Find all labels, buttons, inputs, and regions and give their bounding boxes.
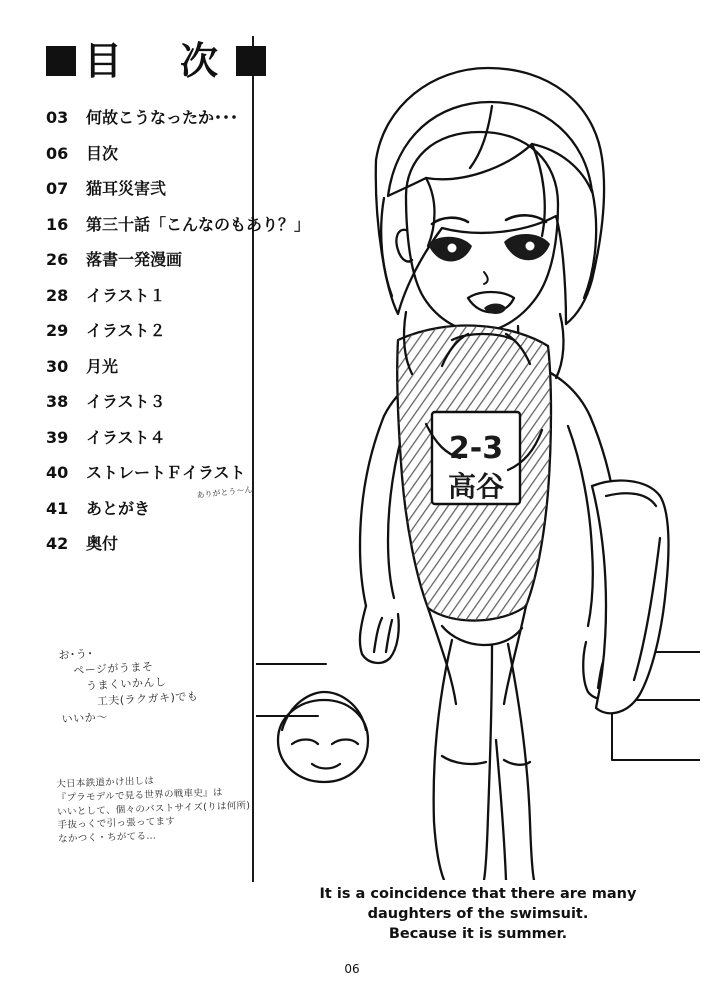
finger xyxy=(386,620,392,652)
hip-right xyxy=(504,606,526,704)
handwritten-line: なかつく・ちがてる… xyxy=(57,830,157,846)
handwritten-line: いいか～ xyxy=(61,710,109,726)
toc-page-number: 28 xyxy=(46,285,69,305)
toc-entry-title: イラスト４ xyxy=(86,427,166,447)
list-item[interactable] xyxy=(46,212,311,237)
toc-entry-title: 第三十話「こんなのもあり？」 xyxy=(86,214,311,234)
toc-entry-title: イラスト２ xyxy=(86,321,166,340)
handwritten-line: うまくいかんし xyxy=(85,675,167,693)
toc-page-number: 39 xyxy=(46,427,69,447)
illustration-linework xyxy=(256,40,700,880)
hair-strand xyxy=(584,190,596,298)
toc-page-number: 41 xyxy=(46,498,69,518)
hair-tip-right xyxy=(556,314,563,378)
toc-page-number: 40 xyxy=(46,463,69,482)
list-item[interactable] xyxy=(46,318,246,343)
list-item[interactable] xyxy=(46,531,246,556)
swimsuit-tag-class: 2-3 xyxy=(448,431,504,466)
handwritten-line: ページがうまそ xyxy=(72,659,154,678)
list-item[interactable] xyxy=(46,141,246,166)
eyebrow-right xyxy=(506,215,546,222)
handwritten-line: お･う･ xyxy=(58,647,94,662)
caption-line-3: Because it is summer. xyxy=(388,926,568,942)
handwritten-note-bottom xyxy=(56,771,252,847)
arm-right-inner xyxy=(568,426,593,626)
toc-page-number: 03 xyxy=(46,108,69,127)
list-item[interactable] xyxy=(46,283,246,308)
square-bullet-left-icon xyxy=(46,46,76,76)
hand-left xyxy=(360,606,399,663)
toc-page-number: 26 xyxy=(46,250,69,269)
toc-page-number: 16 xyxy=(46,214,69,234)
nose xyxy=(484,272,488,284)
toc-entry-title: 猫耳災害弐 xyxy=(86,179,167,198)
illustration-girl-in-swimsuit xyxy=(256,40,700,880)
toc-entry-title: 月光 xyxy=(86,356,119,376)
arm-left-outer xyxy=(360,416,384,606)
list-item[interactable] xyxy=(46,354,246,379)
hair-strand xyxy=(426,178,435,246)
page-title-text: 目 次 xyxy=(84,39,229,83)
toc-entry-title: 奥付 xyxy=(86,534,119,553)
handwritten-line: 大日本鉄道かけ出しは xyxy=(56,775,155,790)
caption-line-2: daughters of the swimsuit. xyxy=(367,906,589,922)
eyebrow-left xyxy=(432,218,468,224)
hair-strand xyxy=(381,198,392,296)
handwritten-line: 手抜っくで引っ張ってます xyxy=(57,816,176,832)
toc-page-number: 06 xyxy=(46,143,69,163)
toc-entry-title: イラスト１ xyxy=(86,285,166,305)
knee-left xyxy=(442,756,486,764)
list-item[interactable] xyxy=(46,176,246,201)
handwritten-line: 『プラモデルで見る世界の戦車史』は xyxy=(56,786,223,804)
hair-strand xyxy=(470,106,492,168)
handwritten-arrow-note-text: ありがとう～ん xyxy=(196,485,253,500)
list-item[interactable] xyxy=(46,105,246,130)
toc-entry-title: イラスト３ xyxy=(86,392,166,411)
toc-page-number: 42 xyxy=(46,534,69,553)
page-number: 06 xyxy=(344,962,360,976)
list-item[interactable] xyxy=(46,425,246,450)
list-item[interactable] xyxy=(46,460,246,485)
toc-entry-title: あとがき xyxy=(86,498,151,518)
handwritten-line: いいとして、個々のバストサイズ(りは何所) xyxy=(56,799,251,818)
suit-leg-opening xyxy=(442,626,522,645)
finger xyxy=(374,618,382,652)
toc-entry-title: 落書一発漫画 xyxy=(86,250,183,269)
page-title xyxy=(46,39,266,83)
swimsuit-tag-name: 高谷 xyxy=(447,470,505,503)
toc-entry-title: ストレートＦイラスト xyxy=(86,463,246,482)
toc-entry-title: 目次 xyxy=(86,143,119,163)
illustration-caption xyxy=(258,884,698,944)
toc-page-number: 38 xyxy=(46,392,69,411)
list-item[interactable] xyxy=(46,389,246,414)
toc-page-number: 07 xyxy=(46,179,69,198)
background-chibi-figure xyxy=(278,692,368,782)
list-item[interactable] xyxy=(46,247,246,272)
column-divider xyxy=(252,36,254,882)
eye-left xyxy=(428,237,472,262)
toc-page-number: 30 xyxy=(46,356,69,376)
caption-line-1: It is a coincidence that there are many xyxy=(319,886,637,902)
hair-back xyxy=(376,68,604,324)
toc-entry-title: 何故こうなったか･･･ xyxy=(86,108,239,127)
handwritten-line: 工夫(ラクガキ)でも xyxy=(96,689,199,708)
handwritten-note-top xyxy=(58,641,200,728)
toc-page-number: 29 xyxy=(46,321,69,340)
eye-right xyxy=(504,234,550,260)
towel xyxy=(592,481,668,714)
